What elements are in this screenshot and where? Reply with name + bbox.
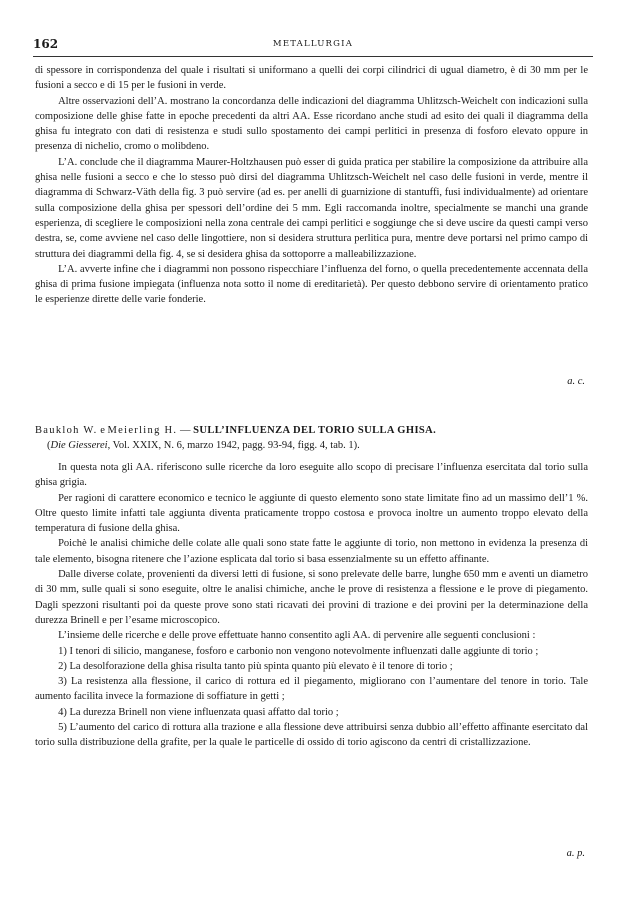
conclusions-list bbox=[35, 644, 588, 751]
review-1 bbox=[35, 63, 588, 308]
review-2-paragraph: Per ragioni di carattere economico e tecnico le aggiunte di questo elemento sono state limitate fino ad un massimo dell’1 %. Oltre questo limite infatti tale aggiunta diventa praticamente troppo costosa e provoca inoltre un aumento troppo elevato della temperatura di fusione della ghisa. bbox=[35, 492, 588, 535]
review-1-paragraph: Altre osservazioni dell’A. mostrano la concordanza delle indicazioni del diagramma Uhlitzsch-Weichelt con indicazioni sulla composizione delle ghise fatte in epoche precedenti da altri AA. Esse ricordano anche studi ad esito dei quali il diagramma della ghisa fu integrato con dati di resistenza e studi sullo spostamento dei campi perlitici in presenza di fosforo elevato oppure in presenza di nichelio, cromo o molibdeno. bbox=[35, 95, 588, 153]
author-1: Baukloh W. bbox=[35, 425, 98, 436]
review-2-signature: a. p. bbox=[566, 848, 585, 859]
page-header bbox=[33, 37, 593, 53]
citation-details: , Vol. XXIX, N. 6, marzo 1942, pagg. 93-94, figg. 4, tab. 1). bbox=[107, 440, 360, 451]
review-2-paragraph: Dalle diverse colate, provenienti da diversi letti di fusione, si sono prelevate delle barre, lunghe 650 mm e aventi un diametro di 30 mm, sulle quali si sono eseguite, oltre le analisi chimiche, anche le prove di resistenza a flessione e le prove di piegamento. Dagli spezzoni risultanti poi da queste prove sono stati ricavati dei provini di trazione e dei provini per la determinazione della durezza Brinell e per l’esame microscopico. bbox=[35, 569, 588, 626]
review-1-paragraph: L’A. avverte infine che i diagrammi non possono rispecchiare l’influenza del forno, o quella precedentemente accennata della ghisa di prima fusione impiegata (influenza nota sotto il nome di ereditarietà). Per questo debbono servire di orientamento pratico le esperienze dirette delle varie fonderie. bbox=[35, 263, 588, 306]
review-2-paragraph: L’insieme delle ricerche e delle prove effettuate hanno consentito agli AA. di pervenire alle seguenti conclusioni : bbox=[58, 630, 536, 642]
review-2-paragraph: In questa nota gli AA. riferiscono sulle ricerche da loro eseguite allo scopo di precisare l’influenza esercitata dal torio sulla ghisa grigia. bbox=[35, 462, 588, 489]
conclusion-item: 5) L’aumento del carico di rottura alla trazione e alla flessione deve attribuirsi senza dubbio all’effetto affinante esercitato dal torio sulla distribuzione della grafite, per la quale le particelle di ossido di torio agiscono da centri di cristallizzazione. bbox=[35, 722, 588, 749]
conclusion-item: 3) La resistenza alla flessione, il carico di rottura ed il piegamento, migliorano con l’aumentare del tenore in torio. Tale aumento facilita invece la formazione di soffiature in getti ; bbox=[35, 676, 588, 703]
author-join: e bbox=[97, 425, 108, 436]
article-title: SULL’INFLUENZA DEL TORIO SULLA GHISA. bbox=[193, 425, 437, 436]
conclusion-item: 1) I tenori di silicio, manganese, fosforo e carbonio non vengono notevolmente influenzati dalle aggiunte di torio ; bbox=[58, 645, 539, 657]
title-dash: — bbox=[177, 425, 194, 436]
running-title: METALLURGIA bbox=[272, 39, 354, 49]
header-rule bbox=[33, 56, 593, 57]
journal-name: Die Giesserei bbox=[50, 440, 108, 451]
conclusion-item: 2) La desolforazione della ghisa risulta tanto più spinta quanto più elevato è il tenore di torio ; bbox=[58, 660, 453, 672]
review-2 bbox=[35, 423, 588, 751]
review-1-signature: a. c. bbox=[567, 376, 585, 387]
page-number: 162 bbox=[33, 37, 59, 51]
conclusion-item: 4) La durezza Brinell non viene influenzata quasi affatto dal torio ; bbox=[58, 706, 339, 718]
review-1-paragraph: di spessore in corrispondenza del quale i risultati si uniformano a quelli dei corpi cilindrici di ugual diametro, è di 30 mm per le fusioni a secco e di 15 per le fusioni in verde. bbox=[35, 65, 588, 92]
citation-line: (Die Giesserei, Vol. XXIX, N. 6, marzo 1942, pagg. 93-94, figg. 4, tab. 1). bbox=[47, 440, 360, 451]
author-2: Meierling H. bbox=[107, 425, 178, 436]
review-2-reference bbox=[35, 423, 588, 453]
review-1-paragraph: L’A. conclude che il diagramma Maurer-Holtzhausen può esser di guida pratica per stabilire la composizione da attribuire alla ghisa nelle fusioni a secco e che lo stesso può dirsi del diagramma Uhlitzsch-Weichelt nel caso delle fusioni in verde, mentre il diagramma di Schwarz-Väth della fig. 3 può servire (ad es. per anelli di guarnizione di stantuffi, fusi individualmente) ad orientare sulla composizione della ghisa per spessori dell’ordine dei 5 mm. Egli raccomanda inoltre, specialmente se manchi una grande esperienza, di scegliere le composizioni nella zona centrale dei campi perlitici e soggiunge che si deve uscire da questi campi verso destra, se, come avviene nel caso delle lingottiere, non si desidera struttura perlitica pura, mentre deve portarsi nel primo campo di struttura dei diagrammi della fig. 4, se si desidera ghisa da sottoporre a malleabilizzazione. bbox=[35, 156, 588, 260]
review-2-paragraph: Poichè le analisi chimiche delle colate alle quali sono state fatte le aggiunte di torio, non mettono in evidenza la presenza di tale elemento, bisogna ritenere che l’azione esplicata dal torio si basa essenzialmente su un effetto affinante. bbox=[35, 538, 588, 565]
